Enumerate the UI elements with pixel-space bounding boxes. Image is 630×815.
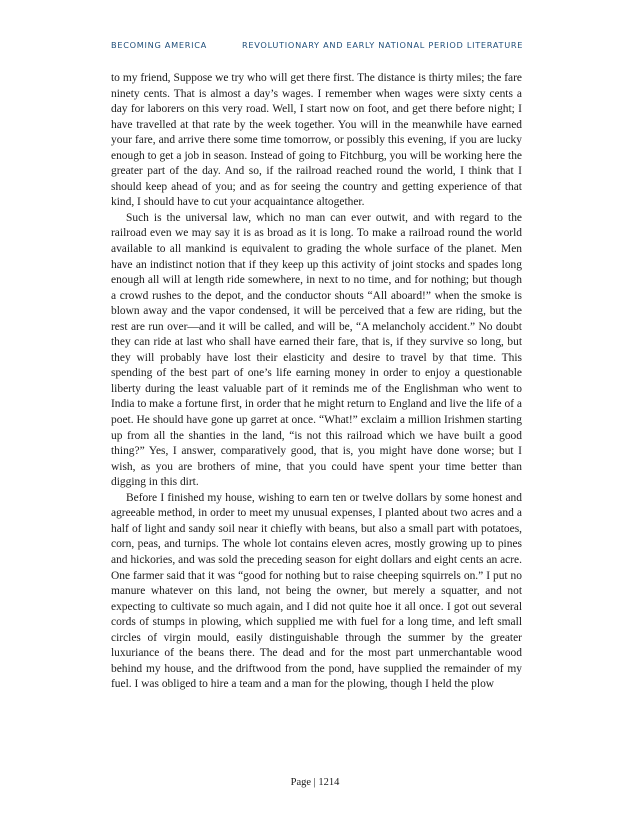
paragraph-bean-field: Before I finished my house, wishing to earn ten or twelve dollars by some honest and agreeable method, in order to meet my unusual expenses, I planted about two acres and a half of light and sandy soil near it chiefly with beans, but also a small part with potatoes, corn, peas, and turnips. The whole lot contains eleven acres, mostly growing up to pines and hickories, and was sold the preceding season for eight dollars and eight cents an acre. One farmer said that it was “good for nothing but to raise cheeping squirrels on.” I put no manure whatever on this land, not being the owner, but merely a squatter, and not expecting to cultivate so much again, and I did not quite hoe it all once. I got out several cords of stumps in plowing, which supplied me with fuel for a long time, and left small circles of virgin mould, easily distinguishable through the summer by the greater luxuriance of the beans there. The dead and for the most part unmerchantable wood behind my house, and the driftwood from the pond, have supplied the remainder of my fuel. I was obliged to hire a team and a man for the plowing, though I held the plow xyxy=(111,491,522,691)
paragraph-continued: to my friend, Suppose we try who will get there first. The distance is thirty miles; the fare ninety cents. That is almost a day’s wages. I remember when wages were sixty cents a day for laborers on this very road. Well, I start now on foot, and get there before night; I have travelled at that rate by the week together. You will in the meanwhile have earned your fare, and arrive there some time tomorrow, or possibly this evening, if you are lucky enough to get a job in season. Instead of going to Fitchburg, you will be working here the greater part of the day. And so, if the railroad reached round the world, I think that I should keep ahead of you; and as for seeing the country and getting experience of that kind, I should have to cut your acquaintance altogether. xyxy=(111,72,522,209)
page-number: Page | 1214 xyxy=(290,777,340,788)
header-section-title: REVOLUTIONARY AND EARLY NATIONAL PERIOD LITERATURE xyxy=(242,40,524,50)
header-book-title: BECOMING AMERICA xyxy=(111,40,207,50)
paragraph-universal-law: Such is the universal law, which no man can ever outwit, and with regard to the railroad even we may say it is as broad as it is long. To make a railroad round the world available to all mankind is equivalent to grading the whole surface of the planet. Men have an indistinct notion that if they keep up this activity of joint stocks and spades long enough all will at length ride somewhere, in next to no time, and for nothing; but though a crowd rushes to the depot, and the conductor shouts “All aboard!” when the smoke is blown away and the vapor condensed, it will be perceived that a few are riding, but the rest are run over—and it will be called, and will be, “A melancholy accident.” No doubt they can ride at last who shall have earned their fare, that is, if they survive so long, but they will probably have lost their elasticity and desire to travel by that time. This spending of the best part of one’s life earning money in order to enjoy a questionable liberty during the least valuable part of it reminds me of the Englishman who went to India to make a fortune first, in order that he might return to England and live the life of a poet. He should have gone up garret at once. “What!” exclaim a million Irishmen starting up from all the shanties in the land, “is not this railroad which we have built a good thing?” Yes, I answer, comparatively good, that is, you might have done worse; but I wish, as you are brothers of mine, that you could have spent your time better than digging in this dirt. xyxy=(111,211,522,489)
page-body xyxy=(111,71,522,693)
